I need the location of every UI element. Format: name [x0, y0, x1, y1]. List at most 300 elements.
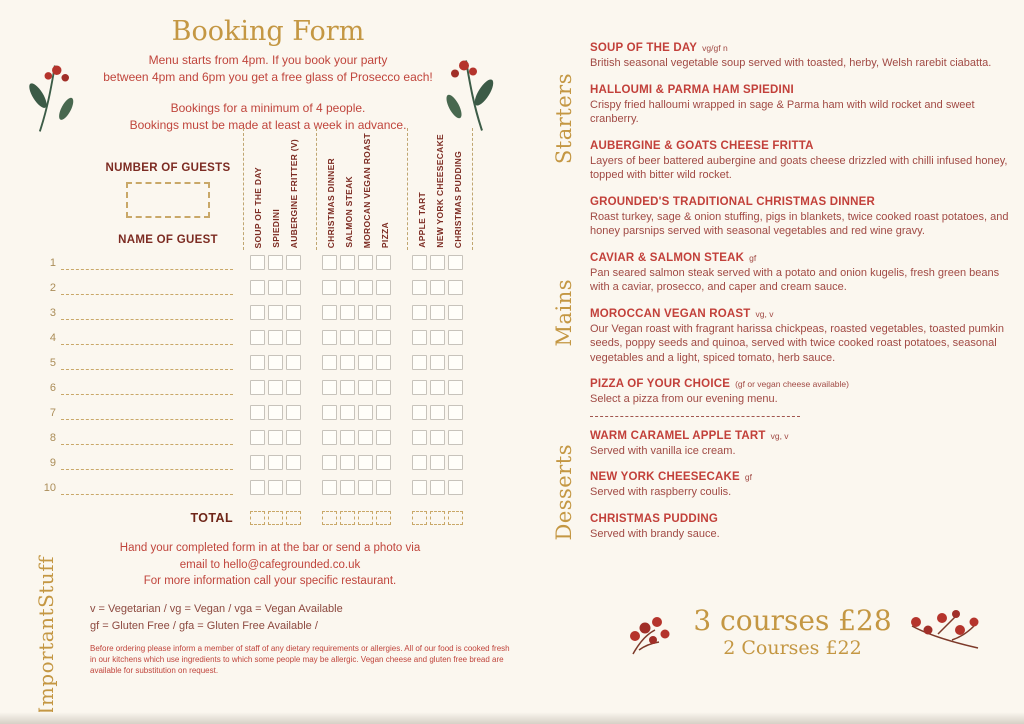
checkbox-cell [446, 305, 464, 320]
menu-item-tags: gf [749, 252, 757, 263]
checkbox-cell [356, 455, 374, 470]
checkbox-salmon-steak[interactable] [340, 355, 355, 370]
checkbox-soup-of-the-day[interactable] [250, 455, 265, 470]
checkbox-morocan-vegan-roast[interactable] [358, 355, 373, 370]
row-group-starters [243, 355, 307, 370]
total-box-morocan-vegan-roast[interactable] [358, 511, 373, 525]
menu-item-description: Pan seared salmon steak served with a potato and onion kugelis, fresh green beans with a caviar, prosecco, and caper and cream sauce. [590, 266, 1000, 294]
checkbox-aubergine-fritter-v[interactable] [286, 255, 301, 270]
checkbox-soup-of-the-day[interactable] [250, 405, 265, 420]
dietary-legend [90, 601, 343, 635]
checkbox-new-york-cheesecake[interactable] [430, 430, 445, 445]
row-number: 9 [49, 456, 56, 469]
checkbox-apple-tart[interactable] [412, 330, 427, 345]
checkbox-spiedini[interactable] [268, 480, 283, 495]
checkbox-cell [446, 380, 464, 395]
checkbox-cell [428, 480, 446, 495]
menu-item-description: Served with raspberry coulis. [590, 486, 732, 499]
checkbox-soup-of-the-day[interactable] [250, 255, 265, 270]
row-group-mains [315, 380, 397, 395]
checkbox-apple-tart[interactable] [412, 405, 427, 420]
column-header-christmas-pudding: CHRISTMAS PUDDING [452, 150, 463, 248]
checkbox-cell [266, 455, 284, 470]
column-header-apple-tart: APPLE TART [416, 192, 427, 248]
checkbox-cell [428, 430, 446, 445]
checkbox-cell [374, 405, 392, 420]
menu-item-description: Roast turkey, sage & onion stuffing, pigs in blankets, twice cooked roast potatoes, and honey parsnips served with seasonal vegetables and red wine gravy. [590, 210, 1009, 238]
important-stuff-label: ImportantStuff [34, 556, 58, 715]
checkbox-christmas-pudding[interactable] [448, 455, 463, 470]
booking-line: Bookings must be made at least a week in advance. [129, 118, 407, 133]
grid-header-groups [243, 128, 473, 250]
checkbox-christmas-dinner[interactable] [322, 480, 337, 495]
checkbox-cell [248, 480, 266, 495]
checkbox-apple-tart[interactable] [412, 430, 427, 445]
checkbox-soup-of-the-day[interactable] [250, 305, 265, 320]
menu-item-name: WARM CARAMEL APPLE TART [590, 429, 766, 442]
checkbox-aubergine-fritter-v[interactable] [286, 480, 301, 495]
checkbox-aubergine-fritter-v[interactable] [286, 380, 301, 395]
checkbox-cell [320, 455, 338, 470]
checkbox-new-york-cheesecake[interactable] [430, 480, 445, 495]
checkbox-christmas-dinner[interactable] [322, 255, 337, 270]
guest-name-cell [38, 456, 243, 470]
checkbox-cell [338, 255, 356, 270]
checkbox-salmon-steak[interactable] [340, 280, 355, 295]
row-group-mains [315, 305, 397, 320]
checkbox-christmas-dinner[interactable] [322, 430, 337, 445]
total-box-aubergine-fritter-v[interactable] [286, 511, 301, 525]
row-group-desserts [405, 355, 469, 370]
checkbox-cell [284, 305, 302, 320]
checkbox-morocan-vegan-roast[interactable] [358, 330, 373, 345]
total-box-christmas-pudding[interactable] [448, 511, 463, 525]
checkbox-cell [320, 255, 338, 270]
checkbox-spiedini[interactable] [268, 430, 283, 445]
checkbox-christmas-pudding[interactable] [448, 255, 463, 270]
menu-item-name: GROUNDED'S TRADITIONAL CHRISTMAS DINNER [590, 195, 876, 208]
checkbox-salmon-steak[interactable] [340, 380, 355, 395]
checkbox-cell [248, 280, 266, 295]
guest-row-10 [38, 475, 508, 500]
menu-section-starters [538, 42, 1010, 196]
guest-row-8 [38, 425, 508, 450]
price-3-courses: 3 courses £28 [693, 604, 892, 637]
row-number: 3 [49, 306, 56, 319]
checkbox-cell [428, 455, 446, 470]
menu-item-nameline [590, 513, 1010, 525]
checkbox-christmas-dinner[interactable] [322, 455, 337, 470]
section-label-column [538, 196, 590, 430]
menu-item-warm-caramel-apple-tart [590, 430, 1010, 459]
total-cell [248, 511, 266, 525]
guest-name-line[interactable] [61, 431, 233, 445]
checkbox-morocan-vegan-roast[interactable] [358, 480, 373, 495]
total-cell [266, 511, 284, 525]
checkbox-spiedini[interactable] [268, 455, 283, 470]
checkbox-aubergine-fritter-v[interactable] [286, 455, 301, 470]
column-header-pizza: PIZZA [379, 221, 390, 248]
menu-item-nameline [590, 430, 1010, 442]
row-group-desserts [405, 405, 469, 420]
menu-item-new-york-cheesecake [590, 471, 1010, 500]
menu-item-name: SOUP OF THE DAY [590, 42, 698, 54]
row-number: 10 [43, 481, 56, 494]
checkbox-cell [356, 430, 374, 445]
checkbox-soup-of-the-day[interactable] [250, 330, 265, 345]
checkbox-apple-tart[interactable] [412, 355, 427, 370]
checkbox-salmon-steak[interactable] [340, 455, 355, 470]
checkbox-soup-of-the-day[interactable] [250, 480, 265, 495]
checkbox-cell [410, 255, 428, 270]
submission-line: Hand your completed form in at the bar or send a photo via [119, 542, 421, 554]
checkbox-cell [266, 430, 284, 445]
total-label: TOTAL [190, 511, 233, 525]
checkbox-cell [338, 355, 356, 370]
menu-item-moroccan-vegan-roast [590, 308, 1010, 366]
checkbox-pizza[interactable] [376, 255, 391, 270]
checkbox-apple-tart[interactable] [412, 280, 427, 295]
total-groups [243, 511, 469, 525]
checkbox-cell [356, 280, 374, 295]
legend-line: gf = Gluten Free / gfa = Gluten Free Available / [90, 620, 318, 633]
total-cell [374, 511, 392, 525]
checkbox-christmas-pudding[interactable] [448, 430, 463, 445]
intro-text [0, 52, 536, 86]
checkbox-pizza[interactable] [376, 330, 391, 345]
guest-name-cell [38, 331, 243, 345]
row-group-starters [243, 330, 307, 345]
total-box-spiedini[interactable] [268, 511, 283, 525]
booking-grid [38, 128, 508, 532]
checkbox-salmon-steak[interactable] [340, 305, 355, 320]
intro-line: between 4pm and 6pm you get a free glass of Prosecco each! [103, 70, 433, 85]
menu-item-nameline [590, 42, 1010, 54]
checkbox-cell [320, 305, 338, 320]
checkbox-cell [374, 280, 392, 295]
menu-item-name: PIZZA OF YOUR CHOICE [590, 378, 731, 391]
checkbox-christmas-pudding[interactable] [448, 305, 463, 320]
checkbox-new-york-cheesecake[interactable] [430, 255, 445, 270]
menu-item-description: British seasonal vegetable soup served with toasted, herby, Welsh rarebit ciabatta. [590, 57, 992, 69]
guest-name-line[interactable] [61, 256, 233, 270]
guest-name-cell [38, 406, 243, 420]
checkbox-christmas-dinner[interactable] [322, 380, 337, 395]
menu-item-description: Our Vegan roast with fragrant harissa chickpeas, roasted vegetables, toasted pumkin seeds, poppy seeds and quinoa, served with twice cooked roast potatoes, seasonal vegetables and a light, spiced tomato, herb sauce. [590, 322, 1004, 364]
number-of-guests-label: NUMBER OF GUESTS [105, 162, 231, 174]
checkbox-cell [446, 355, 464, 370]
checkbox-cell [320, 330, 338, 345]
checkbox-cell [248, 305, 266, 320]
checkbox-cell [320, 380, 338, 395]
guest-name-line[interactable] [61, 406, 233, 420]
checkbox-cell [374, 455, 392, 470]
checkbox-aubergine-fritter-v[interactable] [286, 330, 301, 345]
total-cell [428, 511, 446, 525]
guest-name-cell [38, 306, 243, 320]
checkbox-cell [410, 455, 428, 470]
checkbox-soup-of-the-day[interactable] [250, 355, 265, 370]
legend-line: v = Vegetarian / vg = Vegan / vga = Vegan Available [90, 603, 343, 615]
checkbox-christmas-pudding[interactable] [448, 280, 463, 295]
total-box-new-york-cheesecake[interactable] [430, 511, 445, 525]
row-group-starters [243, 405, 307, 420]
menu-item-nameline [590, 378, 1010, 390]
checkbox-pizza[interactable] [376, 405, 391, 420]
menu-item-tags: vg, v [770, 430, 789, 441]
checkbox-apple-tart[interactable] [412, 380, 427, 395]
berry-decoration [908, 608, 982, 658]
column-header-christmas-dinner: CHRISTMAS DINNER [325, 157, 336, 248]
price-2-courses: 2 Courses £22 [723, 636, 862, 659]
total-group-starters [243, 511, 307, 525]
checkbox-christmas-pudding[interactable] [448, 405, 463, 420]
total-box-apple-tart[interactable] [412, 511, 427, 525]
guest-rows [38, 250, 508, 500]
section-label-column [538, 42, 590, 196]
section-items [590, 42, 1010, 196]
checkbox-soup-of-the-day[interactable] [250, 280, 265, 295]
row-group-starters [243, 430, 307, 445]
checkbox-spiedini[interactable] [268, 355, 283, 370]
checkbox-cell [356, 405, 374, 420]
guest-row-5 [38, 350, 508, 375]
checkbox-cell [428, 330, 446, 345]
checkbox-cell [338, 280, 356, 295]
checkbox-cell [320, 280, 338, 295]
contact-email: email to hello@cafegrounded.co.uk [179, 558, 361, 571]
section-label-starters: Starters [552, 73, 576, 165]
checkbox-cell [410, 480, 428, 495]
checkbox-soup-of-the-day[interactable] [250, 430, 265, 445]
column-header-cell [431, 134, 449, 250]
total-box-christmas-dinner[interactable] [322, 511, 337, 525]
checkbox-new-york-cheesecake[interactable] [430, 280, 445, 295]
column-group-desserts [407, 128, 473, 250]
checkbox-christmas-dinner[interactable] [322, 330, 337, 345]
checkbox-new-york-cheesecake[interactable] [430, 355, 445, 370]
guest-name-cell [38, 431, 243, 445]
column-header-cell [285, 139, 303, 250]
checkbox-aubergine-fritter-v[interactable] [286, 355, 301, 370]
menu-item-nameline [590, 308, 1010, 320]
checkbox-cell [266, 380, 284, 395]
checkbox-cell [284, 480, 302, 495]
checkbox-morocan-vegan-roast[interactable] [358, 455, 373, 470]
row-group-desserts [405, 255, 469, 270]
total-cell [356, 511, 374, 525]
guest-row-2 [38, 275, 508, 300]
guest-name-line[interactable] [61, 306, 233, 320]
checkbox-christmas-pudding[interactable] [448, 355, 463, 370]
total-box-pizza[interactable] [376, 511, 391, 525]
checkbox-christmas-dinner[interactable] [322, 305, 337, 320]
checkbox-cell [356, 330, 374, 345]
checkbox-cell [446, 280, 464, 295]
grid-header [38, 128, 508, 250]
checkbox-pizza[interactable] [376, 455, 391, 470]
checkbox-apple-tart[interactable] [412, 480, 427, 495]
menu-item-pizza-of-your-choice [590, 378, 1010, 417]
checkbox-cell [374, 380, 392, 395]
menu-item-halloumi-parma-ham-spiedini [590, 84, 1010, 127]
checkbox-spiedini[interactable] [268, 255, 283, 270]
checkbox-cell [338, 380, 356, 395]
row-group-starters [243, 480, 307, 495]
checkbox-aubergine-fritter-v[interactable] [286, 430, 301, 445]
checkbox-cell [446, 430, 464, 445]
guest-name-line[interactable] [61, 356, 233, 370]
checkbox-morocan-vegan-roast[interactable] [358, 280, 373, 295]
checkbox-cell [410, 380, 428, 395]
checkbox-cell [248, 330, 266, 345]
row-number: 7 [49, 406, 56, 419]
row-number: 8 [49, 431, 56, 444]
checkbox-cell [410, 355, 428, 370]
guest-name-line[interactable] [61, 456, 233, 470]
checkbox-christmas-pudding[interactable] [448, 380, 463, 395]
guest-name-cell [38, 256, 243, 270]
checkbox-new-york-cheesecake[interactable] [430, 380, 445, 395]
checkbox-morocan-vegan-roast[interactable] [358, 305, 373, 320]
page-title: Booking Form [171, 16, 365, 47]
row-group-desserts [405, 330, 469, 345]
row-group-starters [243, 455, 307, 470]
menu-item-caviar-salmon-steak [590, 252, 1010, 295]
column-group-starters [243, 128, 308, 250]
checkbox-cell [446, 480, 464, 495]
checkbox-cell [266, 255, 284, 270]
column-header-aubergine-fritter-v: AUBERGINE FRITTER (V) [288, 138, 299, 248]
checkbox-cell [266, 305, 284, 320]
total-row [38, 504, 508, 532]
guest-row-9 [38, 450, 508, 475]
menu-item-description: Layers of beer battered aubergine and goats cheese drizzled with chilli infused honey, topped with bitter wild rocket. [590, 154, 1008, 182]
checkbox-christmas-pudding[interactable] [448, 330, 463, 345]
checkbox-cell [248, 355, 266, 370]
total-box-soup-of-the-day[interactable] [250, 511, 265, 525]
checkbox-new-york-cheesecake[interactable] [430, 405, 445, 420]
checkbox-spiedini[interactable] [268, 305, 283, 320]
menu-item-name: AUBERGINE & GOATS CHEESE FRITTA [590, 139, 814, 152]
row-group-starters [243, 305, 307, 320]
menu-item-nameline [590, 471, 1010, 483]
menu-item-tags: (gf or vegan cheese available) [735, 379, 849, 390]
checkbox-new-york-cheesecake[interactable] [430, 330, 445, 345]
total-group-mains [315, 511, 397, 525]
checkbox-cell [284, 255, 302, 270]
checkbox-cell [356, 380, 374, 395]
checkbox-cell [446, 405, 464, 420]
column-header-cell [358, 133, 376, 250]
checkbox-cell [356, 255, 374, 270]
checkbox-pizza[interactable] [376, 305, 391, 320]
checkbox-cell [248, 255, 266, 270]
checkbox-pizza[interactable] [376, 280, 391, 295]
checkbox-christmas-dinner[interactable] [322, 280, 337, 295]
checkbox-cell [248, 380, 266, 395]
menu-item-aubergine-goats-cheese-fritta [590, 140, 1010, 183]
row-group-mains [315, 330, 397, 345]
row-group-desserts [405, 280, 469, 295]
checkbox-cell [320, 480, 338, 495]
checkbox-morocan-vegan-roast[interactable] [358, 430, 373, 445]
checkbox-cell [410, 330, 428, 345]
checkbox-cell [374, 305, 392, 320]
row-group-starters [243, 380, 307, 395]
checkbox-pizza[interactable] [376, 380, 391, 395]
checkbox-aubergine-fritter-v[interactable] [286, 280, 301, 295]
checkbox-aubergine-fritter-v[interactable] [286, 305, 301, 320]
checkbox-pizza[interactable] [376, 430, 391, 445]
checkbox-cell [446, 330, 464, 345]
total-box-salmon-steak[interactable] [340, 511, 355, 525]
checkbox-cell [428, 280, 446, 295]
checkbox-salmon-steak[interactable] [340, 255, 355, 270]
checkbox-salmon-steak[interactable] [340, 330, 355, 345]
section-label-mains: Mains [552, 278, 576, 347]
checkbox-cell [266, 330, 284, 345]
checkbox-spiedini[interactable] [268, 405, 283, 420]
checkbox-cell [374, 355, 392, 370]
total-cell [284, 511, 302, 525]
checkbox-morocan-vegan-roast[interactable] [358, 255, 373, 270]
checkbox-new-york-cheesecake[interactable] [430, 455, 445, 470]
checkbox-christmas-dinner[interactable] [322, 405, 337, 420]
guest-name-cell [38, 481, 243, 495]
checkbox-cell [338, 455, 356, 470]
guest-name-line[interactable] [61, 381, 233, 395]
guest-name-line[interactable] [61, 331, 233, 345]
checkbox-christmas-dinner[interactable] [322, 355, 337, 370]
checkbox-apple-tart[interactable] [412, 255, 427, 270]
checkbox-cell [356, 305, 374, 320]
total-cell [410, 511, 428, 525]
checkbox-apple-tart[interactable] [412, 455, 427, 470]
row-group-desserts [405, 380, 469, 395]
checkbox-spiedini[interactable] [268, 380, 283, 395]
checkbox-salmon-steak[interactable] [340, 480, 355, 495]
menu-item-name: HALLOUMI & PARMA HAM SPIEDINI [590, 83, 794, 96]
price-block [693, 606, 891, 660]
checkbox-apple-tart[interactable] [412, 305, 427, 320]
row-number: 4 [49, 331, 56, 344]
checkbox-pizza[interactable] [376, 480, 391, 495]
checkbox-morocan-vegan-roast[interactable] [358, 380, 373, 395]
checkbox-cell [410, 280, 428, 295]
checkbox-aubergine-fritter-v[interactable] [286, 405, 301, 420]
checkbox-christmas-pudding[interactable] [448, 480, 463, 495]
menu-item-nameline [590, 84, 1010, 96]
checkbox-soup-of-the-day[interactable] [250, 380, 265, 395]
menu-item-soup-of-the-day [590, 42, 1010, 71]
checkbox-morocan-vegan-roast[interactable] [358, 405, 373, 420]
checkbox-new-york-cheesecake[interactable] [430, 305, 445, 320]
checkbox-spiedini[interactable] [268, 330, 283, 345]
row-number: 6 [49, 381, 56, 394]
checkbox-spiedini[interactable] [268, 280, 283, 295]
guest-name-line[interactable] [61, 481, 233, 495]
column-header-cell [376, 222, 394, 250]
guest-name-line[interactable] [61, 281, 233, 295]
row-group-starters [243, 255, 307, 270]
checkbox-salmon-steak[interactable] [340, 405, 355, 420]
checkbox-pizza[interactable] [376, 355, 391, 370]
number-of-guests-box[interactable] [126, 182, 210, 218]
column-header-cell [267, 209, 285, 250]
menu-item-christmas-pudding [590, 513, 1010, 542]
checkbox-salmon-steak[interactable] [340, 430, 355, 445]
